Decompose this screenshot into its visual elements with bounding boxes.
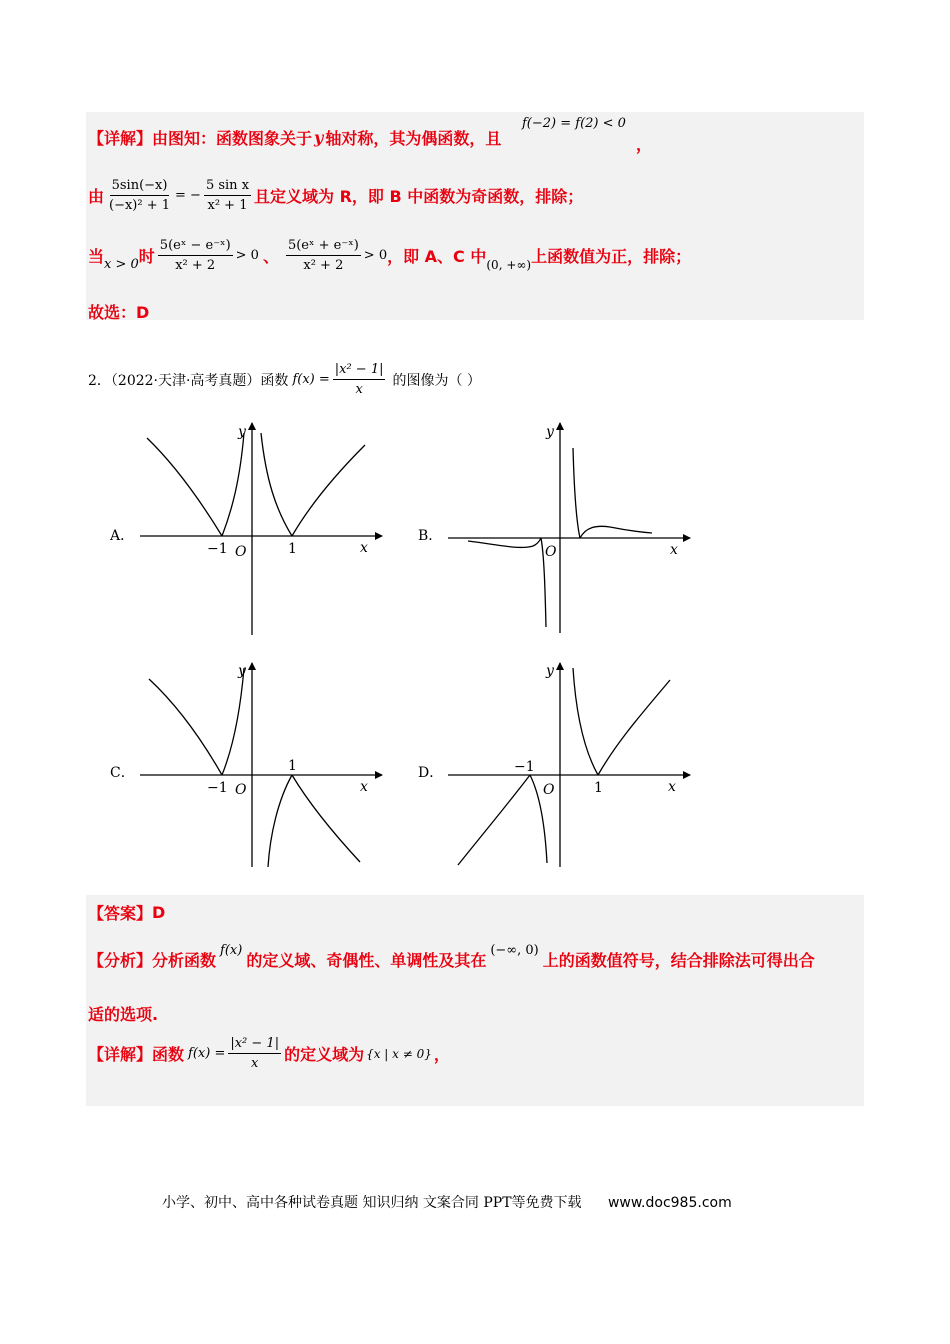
graph-c-curve-left (149, 679, 222, 775)
analysis-line-2: 适的选项. (88, 1005, 159, 1024)
answer-label: 【答案】 (88, 904, 153, 923)
graph-a (140, 423, 382, 635)
analysis-fx: f(x) (220, 943, 243, 958)
var-y: y (314, 128, 324, 147)
graph-b-label: B． (418, 528, 443, 544)
graph-d-y-label: y (546, 663, 554, 679)
math-f-even: f(−2) = f(2) < 0 (522, 116, 626, 131)
solution-box-2 (86, 895, 864, 1106)
detail-domain: {x | x ≠ 0} (366, 1046, 432, 1061)
graph-b-y-label: y (546, 424, 554, 440)
graph-d-curve-right (598, 680, 670, 775)
graph-b-curve-inner-right (573, 448, 580, 538)
graph-c-curve-innerR (268, 775, 292, 867)
graph-c-curve-inner (222, 668, 244, 775)
graph-a-x-label: x (360, 540, 368, 556)
graph-b-curve-right (580, 526, 652, 538)
graph-d-tick-neg1: −1 (514, 759, 535, 775)
question-2: 2．（2022·天津·高考真题）函数 f(x) = $\frac{\text{|x² − 1|}}{x}$ 的图像为（ ） (88, 362, 481, 397)
analysis-interval: (−∞, 0) (490, 943, 539, 958)
answer-value: D (152, 903, 166, 922)
detail-line-1: 【详解】 由图知：函数图象关于 y 轴对称，其为偶函数，且 (88, 128, 502, 148)
graph-a-curve-inner (222, 433, 244, 536)
graph-c-x-label: x (360, 779, 368, 795)
footer-text: 小学、初中、高中各种试卷真题 知识归纳 文案合同 PPT等免费下载 (162, 1195, 582, 1211)
fraction-sin-neg: $\frac{5\sin(-x)}{\text{(−x)² + 1}}$ (109, 178, 171, 213)
graph-b-curve-left (468, 538, 541, 547)
fraction-exp-minus: $\frac{\text{5(eˣ − e⁻ˣ)}}{\text{x² + 2}}$ (159, 238, 231, 273)
graph-c-y-label: y (238, 663, 246, 679)
answer-line (88, 901, 165, 924)
graph-c-tick-neg1: −1 (207, 780, 228, 796)
option-graphs (0, 405, 950, 905)
graph-a-tick-1: 1 (288, 541, 297, 557)
detail-fraction: $\frac{\text{|x² − 1|}}{x}$ (230, 1036, 280, 1071)
graph-b (448, 423, 690, 633)
detail-label-2: 【详解】 (88, 1045, 153, 1064)
condition-x-positive: x > 0 (104, 257, 139, 272)
choice-line: 故选：D (88, 303, 150, 322)
graph-c (140, 663, 382, 867)
fraction-sin: $\frac{\text{5 sin x}}{\text{x² + 1}}$ (205, 178, 250, 213)
function-fx: f(x) = (292, 372, 330, 387)
graph-d (448, 663, 690, 867)
graph-a-curve-right (292, 445, 365, 536)
graph-a-label: A． (110, 528, 135, 544)
graph-a-curve-innerR (261, 433, 292, 536)
graph-a-curve-left (147, 438, 222, 536)
graph-b-origin: O (545, 544, 557, 560)
detail-line-3: 当 x > 0 时 $\frac{\text{5(eˣ − e⁻ˣ)}}{\text{x² + 2}}$ > 0 、 $\frac{\text{5(eˣ + e⁻ˣ)}}{\text{x² + 2}}$ > 0 ，即 A、C 中 (0, +∞) 上函数值为正，排除； (88, 238, 692, 273)
detail-line-final: 【详解】 函数 f(x) = $\frac{\text{|x² − 1|}}{x}$ 的定义域为 {x | x ≠ 0} ， (88, 1036, 450, 1071)
interval-positive: (0, +∞) (486, 257, 532, 272)
graph-d-curve-left (458, 775, 530, 865)
footer-url[interactable]: www.doc985.com (607, 1195, 732, 1211)
graph-c-label: C． (110, 765, 135, 781)
graph-b-x-label: x (670, 542, 678, 558)
graph-d-label: D． (418, 765, 444, 781)
graph-d-origin: O (543, 782, 555, 798)
graph-c-origin: O (235, 782, 247, 798)
question-fraction: $\frac{\text{|x² − 1|}}{x}$ (334, 362, 384, 397)
graph-a-y-label: y (238, 424, 246, 440)
graph-c-curve-right (292, 775, 360, 862)
analysis-line: 【分析】 分析函数 f(x) 的定义域、奇偶性、单调性及其在 (−∞, 0) 上的函数值符号，结合排除法可得出合 (88, 943, 815, 970)
graph-a-origin: O (235, 544, 247, 560)
graph-d-x-label: x (668, 779, 676, 795)
page-footer (162, 1192, 732, 1212)
graph-d-curve-innerR (573, 668, 598, 775)
detail-label: 【详解】 (88, 129, 153, 148)
graph-c-tick-1: 1 (288, 758, 297, 774)
graph-a-tick-neg1: −1 (207, 541, 228, 557)
graph-d-tick-1: 1 (594, 780, 603, 796)
fraction-exp-plus: $\frac{\text{5(eˣ + e⁻ˣ)}}{\text{x² + 2}}$ (287, 238, 359, 273)
detail-line-2: 由 $\frac{5\sin(-x)}{\text{(−x)² + 1}}$ = − $\frac{\text{5 sin x}}{\text{x² + 1}}$ 且定义域为 R，即 B 中函数为奇函数，排除； (88, 178, 584, 213)
analysis-label: 【分析】 (88, 951, 153, 970)
